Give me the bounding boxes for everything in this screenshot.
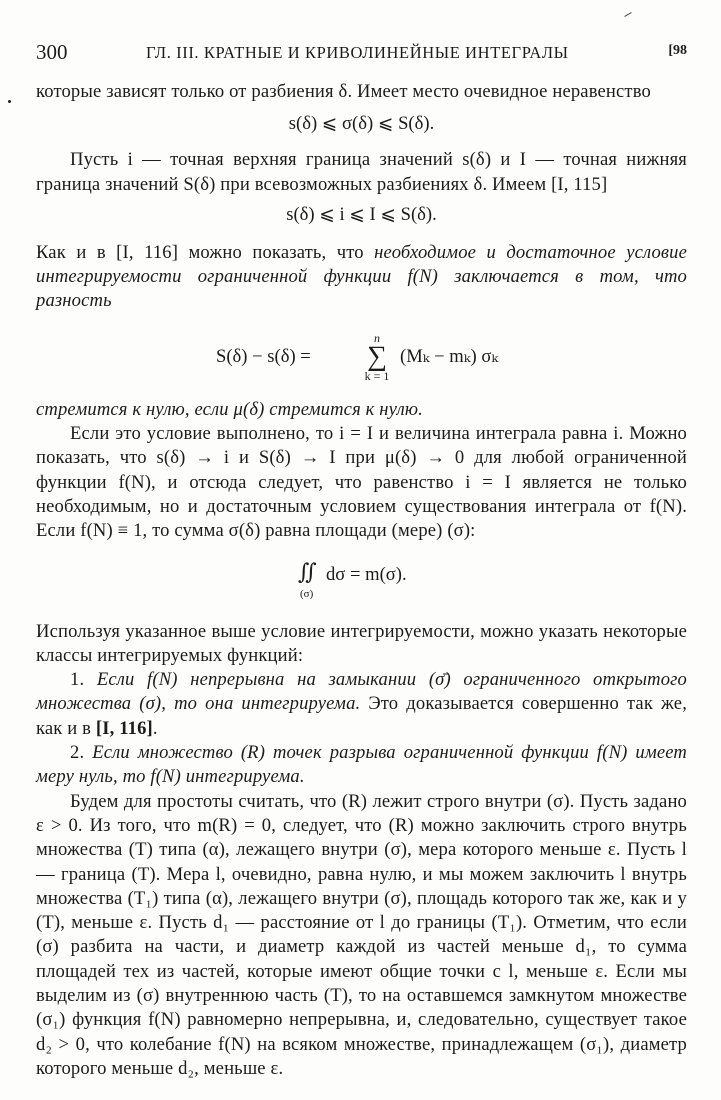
theorem-statement: Если f(N) непрерывна на замыкании (σ̄) ограниченного открытого множества (σ), то она интегрируема. xyxy=(36,669,687,715)
formula-integral xyxy=(36,560,687,606)
formula-inequality: s(δ) ⩽ σ(δ) ⩽ S(δ). xyxy=(288,113,435,135)
paragraph: Используя указанное выше условие интегрируемости, можно указать некоторые классы интегрируемых функций: xyxy=(36,620,687,666)
sum-rhs: (Mₖ − mₖ) σₖ xyxy=(400,345,499,367)
page-number: 300 xyxy=(36,40,68,64)
paragraph-text: Это доказывается совершенно так же, как и в xyxy=(36,693,687,739)
integral-domain: (σ) xyxy=(300,587,314,600)
formula-bounds: s(δ) ⩽ i ⩽ I ⩽ S(δ). xyxy=(286,203,437,225)
scan-mark xyxy=(8,100,11,103)
theorem-statement: Если множество (R) точек разрыва ограниченной функции f(N) имеет меру нуль, то f(N) интегрируема. xyxy=(36,742,688,788)
summation xyxy=(362,332,392,382)
sigma-symbol: ∑ xyxy=(367,340,387,372)
paragraph: которые зависят только от разбиения δ. Имеет место очевидное неравенство xyxy=(36,81,651,102)
double-integral-symbol: ∬ xyxy=(298,558,317,584)
paragraph: Пусть i — точная верхняя граница значений s(δ) и I — точная нижняя граница значений S(δ) при всевозможных разбиениях δ. Имеем [I, 115] xyxy=(36,149,687,195)
paragraph-italic: стремится к нулю, если μ(δ) стремится к нулю. xyxy=(36,398,423,420)
paragraph: Если это условие выполнено, то i = I и величина интеграла равна i. Можно показать, что s(δ) → i и S(δ) → I при μ(δ) → 0 для любой ограниченной функции f(N), и отсюда следует, что равенство i = I является не только необходимым, но и достаточным условием существования интеграла от f(N). Если f(N) ≡ 1, то сумма σ(δ) равна площади (мере) (σ): xyxy=(36,423,687,542)
list-item xyxy=(36,741,687,790)
sum-lower-limit: k = 1 xyxy=(364,368,390,383)
sum-upper-limit: n xyxy=(374,330,380,345)
list-number: 1. xyxy=(70,669,97,691)
theorem-statement: необходимое и достаточное условие интегрируемости ограниченной функции f(N) заключается в том, что разность xyxy=(36,241,688,312)
running-title: ГЛ. III. КРАТНЫЕ И КРИВОЛИНЕЙНЫЕ ИНТЕГРАЛЫ xyxy=(146,43,569,62)
page-header xyxy=(36,40,687,64)
paragraph-text: Как и в [I, 116] можно показать, что xyxy=(36,241,375,263)
scan-mark xyxy=(624,12,631,17)
page-body xyxy=(36,80,687,1081)
punctuation: . xyxy=(152,717,158,739)
paragraph xyxy=(36,241,687,314)
list-item xyxy=(36,668,687,741)
section-number: [98 xyxy=(668,43,687,58)
list-number: 2. xyxy=(70,742,93,764)
formula-sum xyxy=(36,332,687,386)
sum-lhs: S(δ) − s(δ) = xyxy=(216,345,311,367)
paragraph: Будем для простоты считать, что (R) лежит строго внутри (σ). Пусть задано ε > 0. Из того, что m(R) = 0, следует, что (R) можно заключить строго внутрь множества (T) типа (α), лежащего внутри (σ), мера которого меньше ε. Пусть l — граница (T). Мера l, очевидно, равна нулю, и мы можем заключить l внутрь множества (T₁) типа (α), лежащего внутри (σ), площадь которого так же, как и у (T), меньше ε. Пусть d₁ — расстояние от l до границы (T₁). Отметим, что если (σ) разбита на части, и диаметр каждой из частей меньше d₁, то сумма площадей тех из частей, которые имеют общие точки с l, меньше ε. Если мы выделим из (σ) внутреннюю часть (T), то на оставшемся замкнутом множестве (σ₁) функция f(N) равномерно непрерывна, и, следовательно, существует такое d₂ > 0, что колебание f(N) на всяком множестве, принадлежащем (σ₁), диаметр которого меньше d₂, меньше ε. xyxy=(36,790,687,1079)
reference: [I, 116] xyxy=(95,717,153,739)
integral-rhs: dσ = m(σ). xyxy=(326,563,407,585)
